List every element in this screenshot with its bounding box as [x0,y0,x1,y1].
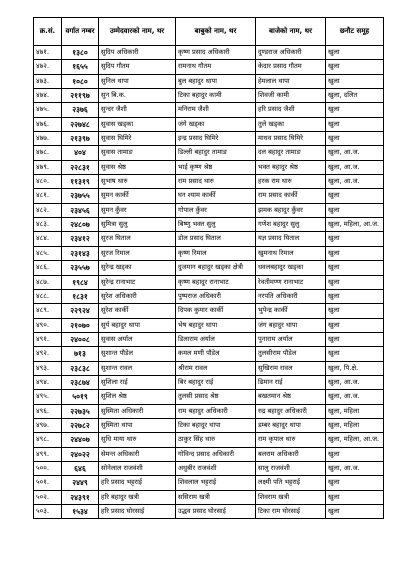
header-grandfather: बाजेको नाम, थर [256,18,326,46]
roll-number-cell: २४४९ [62,476,99,490]
father-name-cell: घन श्याम कार्की [176,189,256,203]
table-row [34,60,384,74]
serial-cell: ४७१. [34,46,62,60]
table-row [34,418,384,432]
table-row [34,189,384,203]
father-name-cell: मनिराम जैशी [176,103,256,117]
roll-number-cell: १०८० [62,74,99,88]
table-row [34,261,384,275]
serial-cell: ५०३. [34,505,62,519]
table-row [34,332,384,346]
table-row [34,160,384,174]
table-row [34,203,384,217]
candidate-name-cell: सेमन्त अधिकारी [99,447,176,461]
table-row [34,289,384,303]
roll-number-cell: २४०२२ [62,447,99,461]
group-cell: खुला [326,74,384,88]
father-name-cell: ठाकुर सिंह थारु [176,433,256,447]
roll-number-cell: १९८४ [62,275,99,289]
group-cell: खुला, दलित [326,89,384,103]
group-cell: खुला [326,46,384,60]
roll-number-cell: १३८० [62,46,99,60]
roll-number-cell: २४३९१ [62,490,99,504]
father-name-cell: जंगे खड्का [176,117,256,131]
roll-number-cell: २४४०७ [62,433,99,447]
group-cell: खुला [326,447,384,461]
candidate-name-cell: सुवास अर्याल [99,332,176,346]
grandfather-name-cell: जंग बहादुर थापा [256,318,326,332]
grandfather-name-cell: दुण्डराज अधिकारी [256,46,326,60]
roll-number-cell: २२७४८ [62,117,99,131]
table-row [34,490,384,504]
father-name-cell: टिका बहादुर कामी [176,89,256,103]
father-name-cell: उद्धव प्रसाद घोरसाई [176,505,256,519]
table-row [34,146,384,160]
table-row [34,103,384,117]
roll-number-cell: २३१४३ [62,246,99,260]
serial-cell: ४९४. [34,375,62,389]
grandfather-name-cell: गणेश बहादुर सुलु [256,218,326,232]
grandfather-name-cell: ढिमान राई [256,375,326,389]
group-cell: खुला [326,117,384,131]
father-name-cell: रामनाथ गौतम [176,60,256,74]
serial-cell: ४७९. [34,160,62,174]
table-row [34,275,384,289]
roll-number-cell: २१३९७ [62,132,99,146]
candidate-list-table [33,17,384,519]
group-cell: खुला, आ.ज. [326,175,384,189]
father-name-cell: इन्द्र प्रसाद घिमिरे [176,132,256,146]
candidate-name-cell: सुमित्रा सुलु [99,218,176,232]
candidate-name-cell: सुदिप अधिकारी [99,46,176,60]
grandfather-name-cell: माधव प्रसाद घिमिरे [256,132,326,146]
father-name-cell: अधुबीर राजवंशी [176,461,256,475]
group-cell: खुला [326,490,384,504]
roll-number-cell: २१०७० [62,318,99,332]
grandfather-name-cell: दल बहादुर तामाङ [256,146,326,160]
serial-cell: ४८६. [34,261,62,275]
group-cell: खुला [326,203,384,217]
serial-cell: ४७२. [34,60,62,74]
father-name-cell: राम बहादुर अधिकारी [176,404,256,418]
grandfather-name-cell: तुले खड्का [256,117,326,131]
serial-cell: ५०२. [34,490,62,504]
roll-number-cell: २३४१२ [62,232,99,246]
father-name-cell: तुलसी प्रसाद श्रेष्ठ [176,390,256,404]
table-row [34,132,384,146]
father-name-cell: कृष्ण प्रसाद अधिकारी [176,46,256,60]
roll-number-cell: ६४६ [62,461,99,475]
father-name-cell: राम प्रसाद थारु [176,175,256,189]
candidate-name-cell: सुरज घिताल [99,232,176,246]
serial-cell: ५०१. [34,476,62,490]
grandfather-name-cell: भुपेन्द्र कार्की [256,304,326,318]
candidate-name-cell: सुदिप गौतम [99,60,176,74]
group-cell: खुला [326,332,384,346]
roll-number-cell: २३४५६ [62,203,99,217]
father-name-cell: दिपक कुमार कार्की [176,304,256,318]
table-row [34,218,384,232]
serial-cell: ४९८. [34,433,62,447]
candidate-name-cell: सुशिल श्रेष्ठ [99,390,176,404]
roll-number-cell: २३८७४ [62,375,99,389]
table-row [34,505,384,519]
grandfather-name-cell: सालु राजवंशी [256,461,326,475]
father-name-cell: डिलाराम अर्याल [176,332,256,346]
grandfather-name-cell: राम प्रसाद कार्की [256,189,326,203]
serial-cell: ४९६. [34,404,62,418]
grandfather-name-cell: यज्ञ प्रसाद घिताल [256,232,326,246]
grandfather-name-cell: रेवतीमण्ण रानाभाट [256,275,326,289]
father-name-cell: डिल्ली बहादुर तामाङ [176,146,256,160]
serial-cell: ४९७. [34,418,62,432]
candidate-name-cell: सुर्य बहादुर थापा [99,318,176,332]
father-name-cell: कमल मणी पौडेल [176,347,256,361]
table-row [34,375,384,389]
roll-number-cell: २३७५५ [62,189,99,203]
candidate-name-cell: हरि प्रसाद भट्टराई [99,476,176,490]
group-cell: खुला [326,318,384,332]
serial-cell: ४७४. [34,89,62,103]
group-cell: खुला, आ.ज. [326,375,384,389]
serial-cell: ४८०. [34,175,62,189]
candidate-name-cell: सुवास श्रेष्ठ [99,160,176,174]
candidate-name-cell: सुमन कुँवर [99,203,176,217]
roll-number-cell: २४८०७ [62,218,99,232]
roll-number-cell: १८३१ [62,289,99,303]
roll-number-cell: २३८३८ [62,361,99,375]
roll-number-cell: २२८३१ [62,160,99,174]
serial-cell: ४९१. [34,332,62,346]
roll-number-cell: २३५५७ [62,261,99,275]
table-row [34,433,384,447]
grandfather-name-cell: हेमलाल थापा [256,74,326,88]
table-row [34,74,384,88]
father-name-cell: गोपाल कुँवर [176,203,256,217]
table-row [34,447,384,461]
grandfather-name-cell: भक्त बहादुर श्रेष्ठ [256,160,326,174]
table-row [34,461,384,475]
serial-cell: ४८५. [34,246,62,260]
table-row [34,246,384,260]
serial-cell: ४८३. [34,218,62,232]
roll-number-cell: ७१३ [62,347,99,361]
father-name-cell: डोल प्रसाद घिताल [176,232,256,246]
father-name-cell: दुजमान बहादुर खड्का क्षेत्री [176,261,256,275]
grandfather-name-cell: लक्ष्मी पति भट्टराई [256,476,326,490]
header-father: बाबुको नाम, थर [176,18,256,46]
father-name-cell: पुष्पराज अधिकारी [176,289,256,303]
grandfather-name-cell: टिका राम घोरसाई [256,505,326,519]
father-name-cell: बुल बहादुर थापा [176,74,256,88]
serial-cell: ४९२. [34,347,62,361]
table-row [34,89,384,103]
group-cell: खुला [326,304,384,318]
candidate-name-cell: सुवास घिमिरे [99,132,176,146]
candidate-name-cell: सुरेश कार्की [99,304,176,318]
group-cell: खुला [326,132,384,146]
candidate-name-cell: सुवास तामाङ [99,146,176,160]
table-row [34,347,384,361]
table-row [34,46,384,60]
roll-number-cell: २२७८२ [62,418,99,432]
candidate-name-cell: सुभाष थारु [99,175,176,189]
candidate-name-cell: सुशिला राई [99,375,176,389]
candidate-name-cell: हरि बहादुर खत्री [99,490,176,504]
table-header-row [34,18,384,46]
candidate-name-cell: सुमन कार्की [99,189,176,203]
grandfather-name-cell: सुखिराम रावल [256,361,326,375]
serial-cell: ४८४. [34,232,62,246]
table-row [34,117,384,131]
table-row [34,318,384,332]
group-cell: खुला [326,289,384,303]
serial-cell: ४९०. [34,318,62,332]
serial-cell: ४८२. [34,203,62,217]
roll-number-cell: ४०४ [62,146,99,160]
group-cell: खुला [326,261,384,275]
candidate-name-cell: सुनिल थापा [99,74,176,88]
serial-cell: ४९३. [34,361,62,375]
roll-number-cell: २२७३५ [62,404,99,418]
table-row [34,476,384,490]
serial-cell: ४७५. [34,103,62,117]
serial-cell: ४७६. [34,117,62,131]
grandfather-name-cell: डम्बर बहादुर थापा [256,418,326,432]
header-roll: वर्गात नम्बर [62,18,99,46]
grandfather-name-cell: धवलबहादुर खड्का [256,261,326,275]
father-name-cell: टिका बहादुर थापा [176,418,256,432]
father-name-cell: गोविन्द प्रसाद अधिकारी [176,447,256,461]
grandfather-name-cell: शिवजी कामी [256,89,326,103]
serial-cell: ४८१. [34,189,62,203]
group-cell: खुला, आ.ज. [326,390,384,404]
serial-cell: ४७३. [34,74,62,88]
grandfather-name-cell: राम कृपाल थारु [256,433,326,447]
group-cell: खुला, आ.ज. [326,461,384,475]
roll-number-cell: ११३१९ [62,175,99,189]
candidate-name-cell: सुशान्त रावल [99,361,176,375]
candidate-name-cell: सुरेश अधिकारी [99,289,176,303]
serial-cell: ५००. [34,461,62,475]
grandfather-name-cell: बलराम अधिकारी [256,447,326,461]
group-cell: खुला [326,246,384,260]
group-cell: खुला, महिला, आ.ज. [326,433,384,447]
roll-number-cell: २४००८ [62,332,99,346]
father-name-cell: कृष्ण रिमाल [176,246,256,260]
candidate-name-cell: सुन्दर जैशी [99,103,176,117]
serial-cell: ४८८. [34,289,62,303]
candidate-name-cell: सुस्मिता थापा [99,418,176,432]
father-name-cell: भाई कृष्ण श्रेष्ठ [176,160,256,174]
group-cell: खुला, आ.ज. [326,146,384,160]
serial-cell: ४९५. [34,390,62,404]
grandfather-name-cell: खुमनाथ रिमाल [256,246,326,260]
table-row [34,175,384,189]
header-group: छनौट समूह [326,18,384,46]
serial-cell: ४८९. [34,304,62,318]
group-cell: खुला [326,232,384,246]
table-row [34,390,384,404]
father-name-cell: भेष बहादुर थापा [176,318,256,332]
candidate-name-cell: सुरज रिमाल [99,246,176,260]
table-row [34,361,384,375]
roll-number-cell: १६५५ [62,60,99,74]
candidate-name-cell: सुरेन्द्र खड्का [99,261,176,275]
group-cell: खुला [326,189,384,203]
father-name-cell: ससिराम खत्री [176,490,256,504]
group-cell: खुला, महिला, आ.ज. [326,218,384,232]
candidate-name-cell: सुवास खड्का [99,117,176,131]
serial-cell: ४७८. [34,146,62,160]
candidate-name-cell: सुधि माया थारु [99,433,176,447]
table-row [34,304,384,318]
father-name-cell: बिर बहादुर राई [176,375,256,389]
roll-number-cell: ५०१९ [62,390,99,404]
table-row [34,404,384,418]
candidate-name-cell: सुरेन्द्र रानाभाट [99,275,176,289]
roll-number-cell: १५३४ [62,505,99,519]
roll-number-cell: २३७६ [62,103,99,117]
candidate-name-cell: हरि प्रसाद घोरसाई [99,505,176,519]
grandfather-name-cell: हरक राम थारु [256,175,326,189]
serial-cell: ४८७. [34,275,62,289]
grandfather-name-cell: पुनाराम अर्याल [256,332,326,346]
group-cell: खुला, आ.ज. [326,160,384,174]
table-row [34,232,384,246]
group-cell: खुला [326,60,384,74]
grandfather-name-cell: तुलसीराम पौडेल [256,347,326,361]
candidate-name-cell: सुशान्त पौडेल [99,347,176,361]
group-cell: खुला [326,476,384,490]
candidate-name-cell: सुस्मिता अधिकारी [99,404,176,418]
grandfather-name-cell: बखतमान श्रेष्ठ [256,390,326,404]
grandfather-name-cell: रुद्र बहादुर अधिकारी [256,404,326,418]
candidate-name-cell: सुन बि.क. [99,89,176,103]
group-cell: खुला, महिला [326,404,384,418]
group-cell: खुला [326,103,384,117]
group-cell: खुला, महिला [326,418,384,432]
header-serial: क्र.सं. [34,18,62,46]
roll-number-cell: २२९२४ [62,304,99,318]
serial-cell: ४७७. [34,132,62,146]
father-name-cell: श्रीराम रावल [176,361,256,375]
grandfather-name-cell: शिवराम खत्री [256,490,326,504]
roll-number-cell: २११९७ [62,89,99,103]
grandfather-name-cell: हरि प्रसाद जैशी [256,103,326,117]
group-cell: खुला [326,275,384,289]
candidate-name-cell: सोनेलाल राजवंशी [99,461,176,475]
header-candidate: उम्मेदवारको नाम, थर [99,18,176,46]
grandfather-name-cell: नरपति अधिकारी [256,289,326,303]
serial-cell: ४९९. [34,447,62,461]
father-name-cell: कृष्ण बहादुर रानाभाट [176,275,256,289]
group-cell: खुला [326,505,384,519]
grandfather-name-cell: झमक बहादुर कुँवर [256,203,326,217]
group-cell: खुला, पि.क्षे. [326,361,384,375]
group-cell: खुला [326,347,384,361]
father-name-cell: बिष्णु भक्त सुलु [176,218,256,232]
father-name-cell: शिवलाल भट्टराई [176,476,256,490]
grandfather-name-cell: केदार प्रसाद गौतम [256,60,326,74]
